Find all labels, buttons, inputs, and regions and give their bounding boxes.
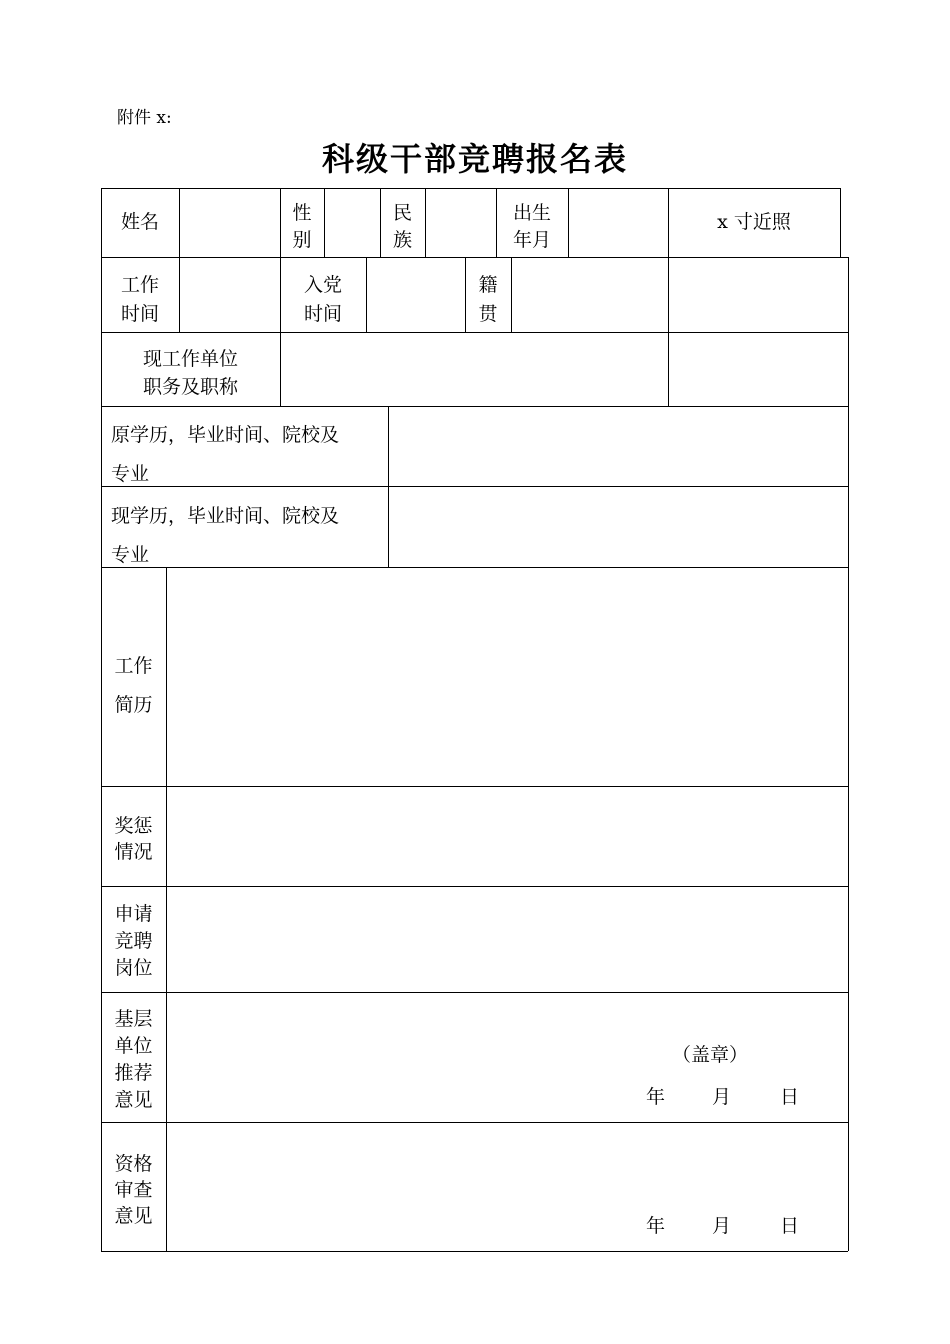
current-education-field[interactable] [390,488,847,566]
label-apply-post-line3: 岗位 [114,957,153,979]
label-gender-line2: 别 [292,229,312,251]
form-title: 科级干部竞聘报名表 [321,140,628,178]
table-line [848,257,849,1251]
label-birth-line2: 年月 [512,229,551,251]
review-date-month [712,1217,731,1236]
work-time-field[interactable] [181,259,279,331]
party-time-field[interactable] [368,259,464,331]
ethnicity-field[interactable] [427,190,495,256]
label-work-time-line1: 工作 [120,274,159,296]
photo-placeholder-text: x 寸近照 [717,211,791,233]
label-recommendation-line1: 基层 [114,1008,153,1030]
label-name [101,213,179,232]
table-line [840,188,841,257]
label-party-time [280,271,366,329]
review-date-month-text: 月 [712,1215,732,1237]
label-ethnicity-line1: 民 [392,202,412,224]
original-education-field[interactable] [390,408,847,485]
label-work-resume-line1: 工作 [114,655,153,677]
label-current-education-line1: 现学历，毕业时间、院校及 [111,505,340,527]
photo-placeholder [668,213,840,232]
date-day [780,1088,799,1107]
label-native-place-line1: 籍 [478,274,498,296]
table-line [568,188,569,257]
label-apply-post-line1: 申请 [114,903,153,925]
date-day-text: 日 [780,1086,800,1108]
table-line [101,886,848,887]
table-line [425,188,426,257]
table-line [101,992,848,993]
label-apply-post [101,901,166,982]
label-native-place-line2: 贯 [478,303,498,325]
label-rewards-line1: 奖惩 [114,815,153,837]
date-month [712,1088,731,1107]
label-rewards-line2: 情况 [114,841,153,863]
label-recommendation-line3: 推荐 [114,1062,153,1084]
label-recommendation-line2: 单位 [114,1035,153,1057]
label-qualification-review [101,1151,166,1229]
table-line [179,257,180,332]
label-original-education-line2: 专业 [111,463,150,485]
label-recommendation [101,1006,166,1114]
label-birth [496,200,568,254]
table-line [101,406,848,407]
label-qualification-review-line3: 意见 [114,1205,153,1227]
label-current-education [111,497,339,575]
attachment-label: 附件 x: [117,108,172,128]
label-party-time-line2: 时间 [303,303,342,325]
work-resume-field[interactable] [168,569,847,785]
label-unit-position-line1: 现工作单位 [142,348,238,370]
label-work-time-line2: 时间 [120,303,159,325]
table-line [101,332,848,333]
label-qualification-review-line2: 审查 [114,1179,153,1201]
label-apply-post-line2: 竞聘 [114,930,153,952]
label-party-time-line1: 入党 [303,274,342,296]
table-line [179,188,180,257]
gender-field[interactable] [326,190,379,256]
label-name-text: 姓名 [120,211,159,233]
label-original-education [111,416,339,494]
table-line [166,567,167,1251]
table-line [101,786,848,787]
unit-position-field[interactable] [282,334,667,405]
label-gender-line1: 性 [292,202,312,224]
label-work-time [101,271,179,329]
review-date-day-text: 日 [780,1215,800,1237]
table-line [324,188,325,257]
date-month-text: 月 [712,1086,732,1108]
date-year-text: 年 [646,1086,666,1108]
seal-label [672,1046,748,1065]
label-rewards [101,813,166,865]
label-native-place [465,271,511,329]
apply-post-field[interactable] [168,888,847,991]
native-place-field[interactable] [513,259,667,331]
birth-field[interactable] [570,190,667,256]
date-year [646,1088,665,1107]
table-line [101,257,848,258]
label-original-education-line1: 原学历，毕业时间、院校及 [111,424,340,446]
review-date-day [780,1217,799,1236]
qualification-review-field[interactable] [168,1124,638,1209]
table-line [101,188,840,189]
label-ethnicity [380,200,425,254]
review-date-year-text: 年 [646,1215,666,1237]
label-qualification-review-line1: 资格 [114,1153,153,1175]
label-recommendation-line4: 意见 [114,1089,153,1111]
label-gender [280,200,324,254]
recommendation-field[interactable] [168,994,638,1044]
label-work-resume [101,647,166,725]
label-current-education-line2: 专业 [111,544,150,566]
seal-label-text: （盖章） [672,1044,749,1066]
table-line [101,1122,848,1123]
review-date-year [646,1217,665,1236]
label-unit-position [101,345,280,401]
table-line [511,257,512,332]
name-field[interactable] [181,190,279,256]
table-line [388,406,389,567]
label-birth-line1: 出生 [512,202,551,224]
label-unit-position-line2: 职务及职称 [142,376,238,398]
table-line [101,1251,848,1252]
label-work-resume-line2: 简历 [114,694,153,716]
table-line [366,257,367,332]
rewards-field[interactable] [168,788,847,885]
label-ethnicity-line2: 族 [392,229,412,251]
